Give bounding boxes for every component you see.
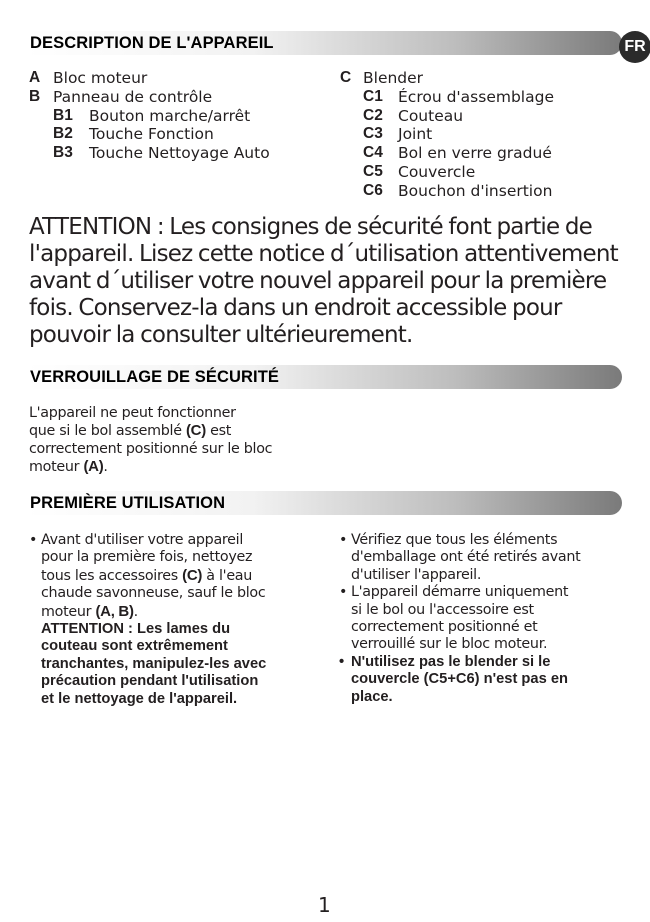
text-line (41, 603, 329, 621)
reference-code: (C) (185, 422, 206, 440)
text-line: L'appareil ne peut fonctionner (29, 405, 236, 421)
part-code: B3 (53, 144, 73, 162)
warning-line: l'appareil. Lisez cette notice d´utilisation attentivement (29, 241, 618, 267)
text-fragment: tous les accessoires (41, 567, 183, 584)
text-line: verrouillé sur le bloc moteur. (351, 636, 548, 653)
part-label: Blender (363, 69, 424, 87)
part-label: Touche Fonction (89, 125, 214, 144)
text-line: si le bol ou l'accessoire est (351, 601, 534, 618)
bold-warning-line: couteau sont extrêmement (41, 638, 228, 655)
part-label: Couteau (398, 106, 464, 125)
part-code: A (29, 69, 41, 86)
part-label: Bloc moteur (53, 69, 148, 87)
warning-line: fois. Conservez-la dans un endroit accessible pour (29, 295, 562, 321)
part-code: C4 (363, 144, 383, 162)
reference-code: (A, B) (95, 602, 134, 620)
text-line: pour la première fois, nettoyez (41, 549, 253, 566)
section-header-verrouillage (26, 365, 622, 389)
part-label: Bouton marche/arrêt (89, 106, 251, 125)
section-header-premiere-utilisation (26, 491, 622, 515)
part-code: C (340, 69, 352, 86)
bold-warning-line: couvercle (C5+C6) n'est pas en (351, 671, 568, 688)
premiere-right-column (339, 532, 629, 706)
text-line: chaude savonneuse, sauf le bloc (41, 585, 266, 602)
bold-warning-line: précaution pendant l'utilisation (41, 673, 259, 690)
text-fragment: . (103, 459, 108, 476)
bold-warning-line: et le nettoyage de l'appareil. (41, 690, 238, 707)
warning-line: avant d´utiliser votre nouvel appareil pour la première (29, 268, 607, 294)
warning-line: ATTENTION : Les consignes de sécurité font partie de (29, 214, 593, 240)
premiere-left-column (29, 532, 329, 708)
part-code: C3 (363, 125, 383, 143)
text-line (41, 567, 329, 585)
text-fragment: à l'eau (202, 567, 253, 584)
bold-warning-line: place. (351, 688, 393, 705)
text-line (29, 422, 319, 440)
section-header-description (26, 31, 622, 55)
text-fragment: moteur (29, 459, 84, 476)
text-line (29, 458, 319, 476)
safety-warning (29, 214, 629, 349)
text-line: correctement positionné et (351, 619, 538, 636)
text-line: • Vérifiez que tous les éléments (351, 532, 558, 548)
text-fragment: moteur (41, 603, 96, 620)
bold-warning-line: • N'utilisez pas le blender si le (351, 653, 551, 670)
part-label: Écrou d'assemblage (398, 87, 554, 106)
language-badge: FR (619, 31, 650, 63)
verrouillage-text (29, 405, 319, 477)
text-line: correctement positionné sur le bloc (29, 440, 273, 457)
section-title: DESCRIPTION DE L'APPAREIL (30, 34, 274, 52)
part-code: C5 (363, 162, 383, 180)
text-line: d'utiliser l'appareil. (351, 566, 482, 583)
reference-code: (A) (83, 458, 104, 476)
part-code: B (29, 87, 41, 105)
part-code: C1 (363, 87, 383, 105)
section-title: PREMIÈRE UTILISATION (30, 494, 226, 512)
part-label: Touche Nettoyage Auto (89, 144, 270, 163)
part-code: B2 (53, 125, 73, 143)
bullet-item (339, 584, 629, 654)
bold-warning-line: ATTENTION : Les lames du (41, 621, 231, 638)
text-line: • Avant d'utiliser votre appareil (41, 532, 244, 548)
text-fragment: que si le bol assemblé (29, 423, 186, 440)
bullet-item (29, 532, 329, 708)
part-code: C6 (363, 181, 383, 199)
reference-code: (C) (182, 566, 203, 584)
bullet-item (339, 532, 629, 584)
bold-warning-line: tranchantes, manipulez-les avec (41, 655, 267, 672)
part-code: B1 (53, 106, 73, 124)
text-fragment: est (205, 423, 232, 440)
part-code: C2 (363, 106, 383, 124)
page-number: 1 (318, 893, 331, 917)
part-label: Joint (398, 125, 433, 144)
part-label: Bol en verre gradué (398, 144, 552, 163)
bullet-item (339, 654, 629, 706)
text-line: • L'appareil démarre uniquement (351, 584, 569, 601)
warning-line: pouvoir la consulter ultérieurement. (29, 322, 413, 348)
text-fragment: . (133, 603, 138, 620)
section-title: VERROUILLAGE DE SÉCURITÉ (30, 368, 280, 386)
text-line: d'emballage ont été retirés avant (351, 549, 581, 566)
part-label: Bouchon d'insertion (398, 181, 553, 200)
part-label: Couvercle (398, 162, 476, 181)
part-label: Panneau de contrôle (53, 87, 213, 106)
